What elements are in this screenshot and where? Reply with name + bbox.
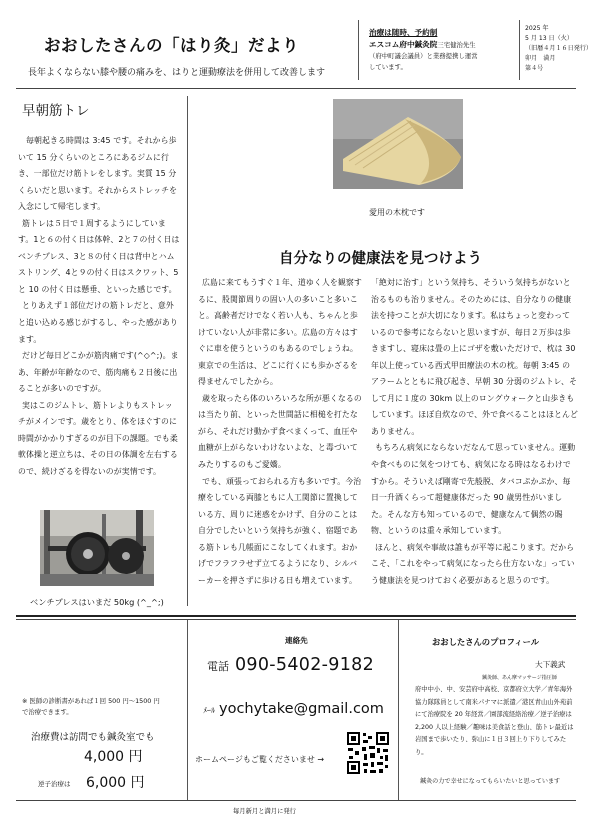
footer-note — [22, 696, 160, 718]
issue-lunar-date: （旧暦４月１６日発行） — [525, 45, 592, 52]
price-breech: 6,000 円 — [86, 775, 145, 791]
doctor-note-line1: ※ 医師の診断書があれば１回 500 円～1500 円 — [22, 697, 160, 705]
footer-top-rule — [16, 615, 576, 617]
issue-number: 第４号 — [525, 65, 544, 72]
wooden-pillow-image — [333, 99, 463, 189]
issue-year: 2025 年 — [525, 25, 549, 32]
qr-code[interactable] — [346, 731, 390, 775]
header-bottom-rule — [16, 88, 576, 89]
left-article-body — [18, 133, 180, 480]
profile-name: 大下義武 — [535, 660, 566, 669]
profile-license: 鍼灸師、あん摩マッサージ指圧師 — [482, 675, 557, 681]
right-col2-paragraph: ほんと、病気や事故は誰もが平等に起こります。だからこそ、「これをやって病気になったら仕方ないな」っていう健康法を見つけておく必要があると思うのです。 — [371, 542, 575, 585]
right-col1-paragraph: 歳を取ったら体のいろいろな所が悪くなるのは当たり前、といった世間話に相槌を打たながら、それだけ動かず食べまくって、血圧や血糖が上がらないわけないよな、と毒づいてみたりするのもご愛嬌。 — [198, 393, 362, 470]
phone-label: 電話 — [207, 660, 229, 673]
clinic-info-box — [369, 26, 509, 73]
price-standard: 4,000 円 — [84, 749, 143, 765]
visit-label: 治療費は訪問でも鍼灸室でも — [31, 732, 155, 743]
page-subtitle: 長年よくならない膝や腰の痛みを、はりと運動療法を併用して改善します — [28, 68, 326, 78]
profile-motto: 鍼灸の力で幸せになってもらいたいと思っています — [420, 778, 561, 785]
wooden-pillow-caption: 愛用の木枕です — [369, 208, 425, 217]
right-col1-paragraph: 広島に来てもうすぐ１年、道ゆく人を観察するに、股関節周りの固い人の多いこと多いこと。高齢者だけでなく若い人も、ちゃんと歩けていない人が非常に多い。広島の方々はすぐに車を使うというのもあるのでしょうね。東京での生活は、どこに行くにも歩かざるを得ませんでしたから。 — [198, 278, 362, 387]
right-article-heading: 自分なりの健康法を見つけよう — [279, 251, 482, 267]
issue-date: 5 月 13 日（火） — [525, 35, 573, 42]
email-row — [203, 698, 384, 717]
header-divider-1 — [358, 20, 359, 80]
left-paragraph: 筋トレは５日で１周するようにしています。1と６の付く日は体幹、2と７の付く日はベンチプレス、3と８の付く日は背中とハムストリング、4と９の付く日はスクワット、5と 10 の付く日は懸垂、といった感じです。 — [18, 218, 180, 294]
qr-code-icon — [346, 731, 390, 775]
email-address[interactable]: yochytake@gmail.com — [219, 701, 384, 717]
left-paragraph: とりあえず１部位だけの筋トレだと、意外と追い込める感じがするし、やった感があります。 — [18, 301, 178, 344]
bench-press-caption: ベンチプレスはいまだ 50kg (^_^;) — [30, 597, 164, 607]
homepage-label[interactable]: ホームページもご覧くださいませ → — [195, 755, 325, 764]
right-col1-paragraph: でも、頑張っておられる方も多いです。今治療をしている両膝ともに人工関節に置換している方、周りに迷惑をかけず、自分のことは自分でしたいという気持ちが強く、宿題である筋トレも几帳面にこなしてくれます。おかげでフラフラせず立てるようになり、シルバーカーを押さずに歩ける日も増えています。 — [198, 476, 362, 585]
footer-divider-1 — [187, 620, 188, 800]
left-paragraph: 実はこのジムトレ、筋トレよりもストレッチがメインです。歳をとり、体をほぐすのに時間がかかりすぎるのが目下の課題。でも柔軟体操と逆立ちは、その日の体調を左右するので、続けざるを得ないのが実情です。 — [18, 400, 178, 476]
issue-moon: 卯月 満月 — [525, 55, 556, 62]
column-divider — [187, 96, 188, 606]
issue-schedule-note: 毎月新月と満月に発行 — [233, 808, 296, 815]
right-article-col2 — [371, 275, 578, 589]
clinic-note: しています。 — [369, 63, 407, 71]
email-label: ﾒｰﾙ — [203, 706, 215, 715]
clinic-name: エスコム府中鍼灸院 — [369, 40, 438, 49]
right-col2-paragraph: 「絶対に治す」という気持ち、そういう気持ちがないと治るものも治りません。そのためには、自分なりの健康法を持つことが大切になります。私はちょっと変わっているので参考にならないと思いますが、毎日２万歩は歩きますし、寝床は畳の上にゴザを敷いただけで、枕は 30 年以上使っている西式甲田療法の木の枕。毎朝 3:45 のアラームとともに飛び起き、早朝 30 分弱のジムトレ、そして月に１度の 30km 以上のロングウォークと山歩きもしています。ほぼ自炊なので、外で食べることはほとんどありません。 — [371, 278, 578, 436]
bench-press-photo — [40, 510, 154, 586]
left-article-heading: 早朝筋トレ — [22, 103, 90, 119]
footer-second-rule — [16, 619, 576, 620]
doctor-note-line2: で治療できます。 — [22, 708, 73, 716]
bench-press-image — [40, 510, 154, 586]
breech-label: 逆子治療は — [38, 780, 71, 788]
phone-row — [207, 655, 374, 675]
clinic-partner: 三宅健治先生 — [437, 41, 476, 49]
right-col2-paragraph: もちろん病気にならないだなんて思っていません。運動や食べものに気をつけても、病気になる時はなるわけですから。そういえば剛寄で先般脱、タバコぷかぷか、毎日一升酒くらって超健康体だった 90 歳男性がいました。そんな方も知っているので、健康なんて偶然の賜物、というのは重々承知しています。 — [371, 443, 576, 536]
header-divider-2 — [519, 20, 520, 80]
footer-bottom-rule — [16, 800, 576, 801]
profile-bio: 府中中小、中、安芸府中高校、京都府立大学／青年海外協力隊隊員として南米パナマに派遣／港区青山山外苑前にて治療院を 20 年経営／園部流経絡治療／逆子治療は 2,200 人以上経験／趣味は美食話と登山、筋トレ最近は岩国まで歩いたり、弥山に１日３回上り下りしてみたり。 — [415, 686, 574, 756]
footer-divider-2 — [398, 620, 399, 800]
left-paragraph: 毎朝起きる時間は 3:45 です。それから歩いて 15 分くらいのところにあるジムに行き、一部位だけ筋トレをします。実質 15 分くらいだと思います。それからストレッチを入念にして帰宅します。 — [18, 136, 178, 212]
right-article-col1 — [198, 275, 362, 589]
clinic-appointment: 治療は随時、予約制 — [369, 28, 438, 37]
clinic-partner-role: （府中町議会議員）と業務提携し運営 — [369, 52, 478, 60]
phone-number[interactable]: 090-5402-9182 — [235, 655, 375, 675]
contact-heading: 連絡先 — [285, 636, 308, 645]
page-title: おおしたさんの「はり灸」だより — [44, 36, 299, 55]
issue-date-box — [525, 24, 591, 74]
profile-heading: おおしたさんのプロフィール — [432, 637, 540, 647]
wooden-pillow-photo — [333, 99, 463, 189]
left-paragraph: だけど毎日どこかが筋肉痛です(^◇^;)。まあ、年齢が年齢なので、筋肉痛も２日後に出ることが多いのですが。 — [18, 351, 179, 394]
